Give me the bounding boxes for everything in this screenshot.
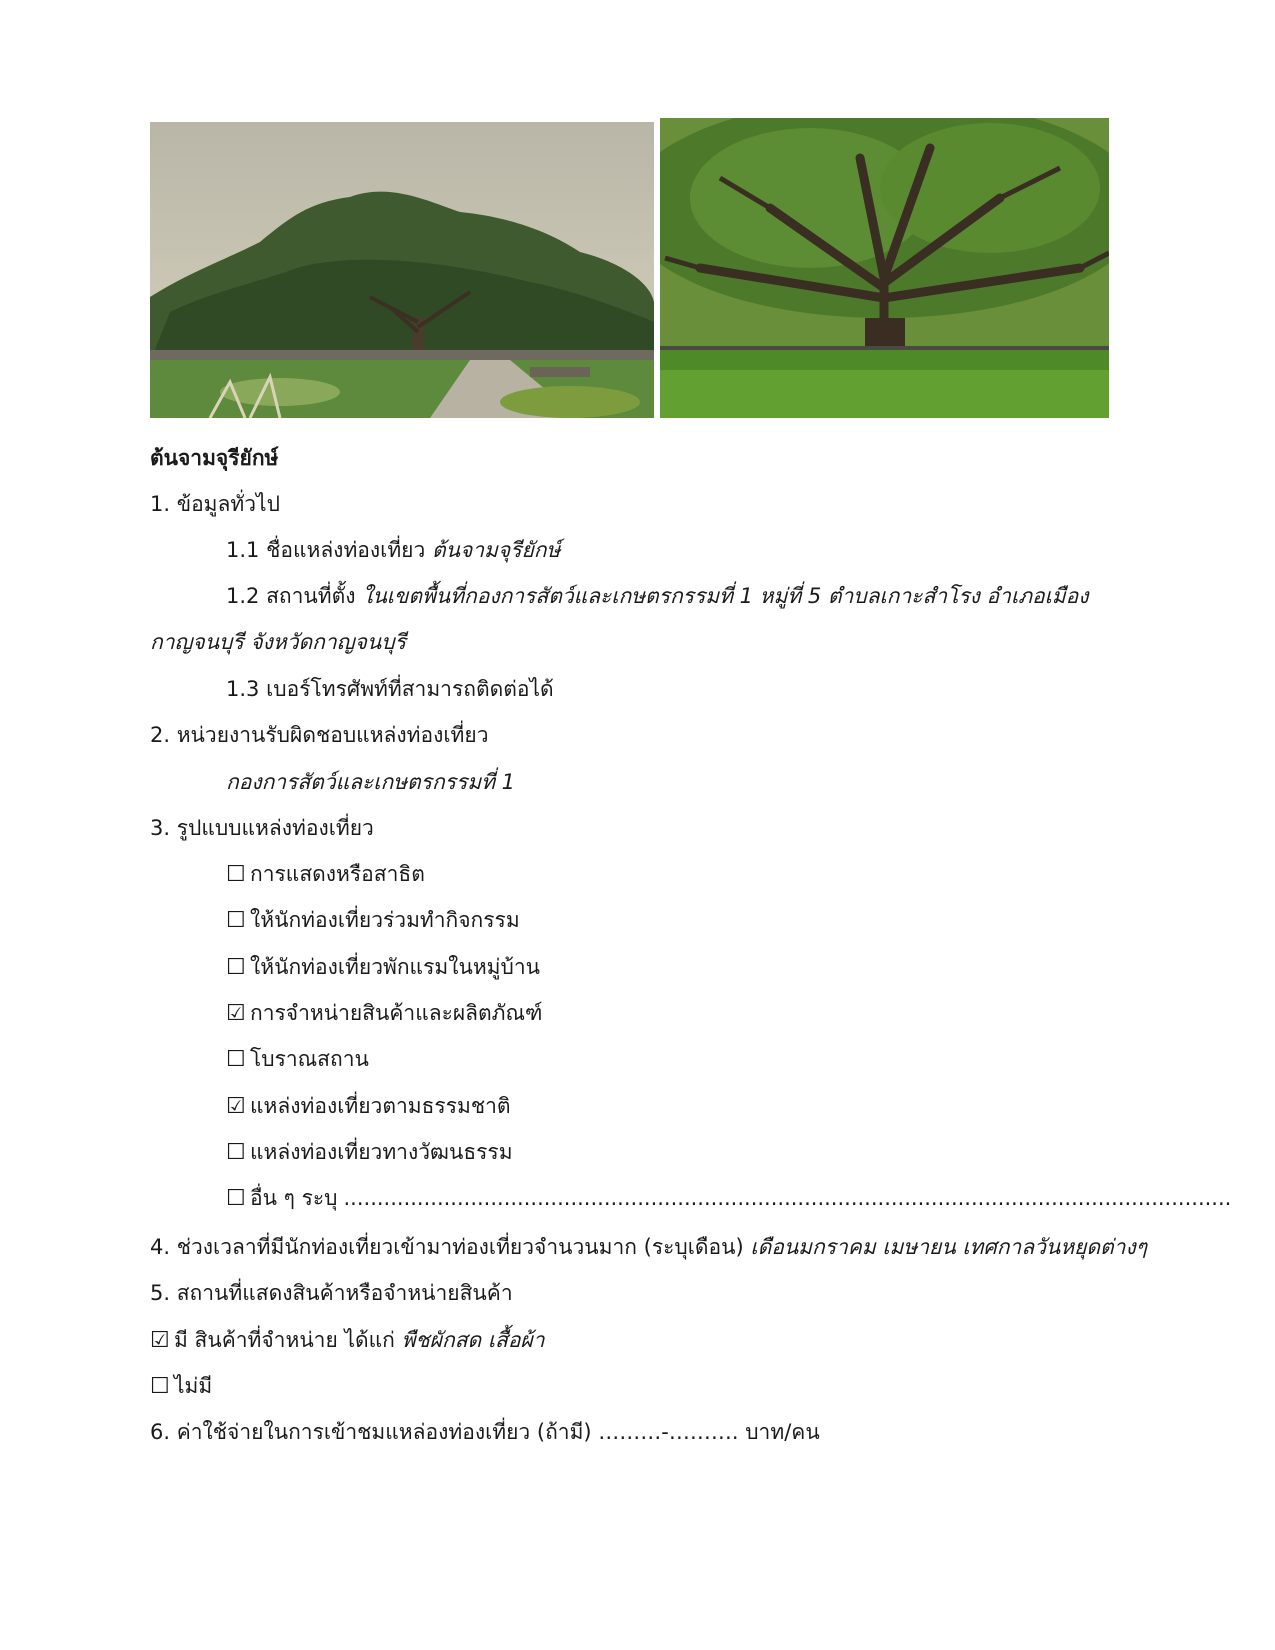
responsible-agency: กองการสัตว์และเกษตรกรรมที่ 1	[226, 770, 515, 794]
checkbox-icon[interactable]: ☐	[226, 955, 246, 980]
section-4-row	[150, 1232, 1147, 1262]
option-label: ให้นักท่องเที่ยวพักแรมในหมู่บ้าน	[250, 955, 540, 979]
location-row	[226, 581, 1088, 611]
option-label: แหล่งท่องเที่ยวทางวัฒนธรรม	[250, 1140, 513, 1164]
location-label: 1.2 สถานที่ตั้ง	[226, 584, 356, 608]
products-no-checkbox[interactable]: ☐	[150, 1374, 170, 1399]
location-value-line2: กาญจนบุรี จังหวัดกาญจนบุรี	[150, 630, 406, 654]
name-label: 1.1 ชื่อแหล่งท่องเที่ยว	[226, 538, 426, 562]
option-label: อื่น ๆ ระบุ	[250, 1186, 338, 1210]
products-no-label: ไม่มี	[174, 1374, 213, 1398]
option-row	[226, 952, 540, 983]
option-label: โบราณสถาน	[250, 1047, 369, 1071]
products-no-row	[150, 1371, 212, 1402]
checked-checkbox-icon[interactable]: ☑	[226, 1094, 246, 1119]
checkbox-icon[interactable]: ☐	[226, 908, 246, 933]
section-3-heading: 3. รูปแบบแหล่งท่องเที่ยว	[150, 816, 374, 840]
checked-checkbox-icon[interactable]: ☑	[226, 1001, 246, 1026]
option-row	[226, 859, 425, 890]
section-5-heading: 5. สถานที่แสดงสินค้าหรือจำหน่ายสินค้า	[150, 1281, 513, 1305]
option-label: การจำหน่ายสินค้าและผลิตภัณฑ์	[250, 1001, 543, 1025]
products-value: พืชผักสด เสื้อผ้า	[401, 1328, 545, 1352]
option-row	[226, 1044, 369, 1075]
option-row	[226, 1137, 513, 1168]
phone-label: 1.3 เบอร์โทรศัพท์ที่สามารถติดต่อได้	[226, 677, 554, 701]
option-row	[226, 1183, 1231, 1214]
products-yes-checkbox[interactable]: ☑	[150, 1328, 170, 1353]
products-yes-label: มี สินค้าที่จำหน่าย ได้แก่	[174, 1328, 395, 1352]
peak-months: เดือนมกราคม เมษายน เทศกาลวันหยุดต่างๆ	[750, 1235, 1147, 1259]
option-label: การแสดงหรือสาธิต	[250, 862, 425, 886]
checkbox-icon[interactable]: ☐	[226, 1186, 246, 1211]
checkbox-icon[interactable]: ☐	[226, 862, 246, 887]
tree-photo-lawn	[660, 118, 1109, 418]
checkbox-icon[interactable]: ☐	[226, 1140, 246, 1165]
tree-photo-park	[150, 122, 654, 418]
location-value-line1: ในเขตพื้นที่กองการสัตว์และเกษตรกรรมที่ 1 หมู่ที่ 5 ตำบลเกาะสำโรง อำเภอเมือง	[362, 584, 1089, 608]
checkbox-icon[interactable]: ☐	[226, 1047, 246, 1072]
option-row	[226, 998, 542, 1029]
option-row	[226, 1091, 511, 1122]
other-fill-line[interactable]: .....................................................................................................................................	[343, 1186, 1232, 1210]
products-yes-row	[150, 1325, 545, 1356]
name-value: ต้นจามจุรียักษ์	[431, 538, 561, 562]
option-row	[226, 905, 520, 936]
option-label: แหล่งท่องเที่ยวตามธรรมชาติ	[250, 1094, 511, 1118]
section-6-fee: 6. ค่าใช้จ่ายในการเข้าชมแหล่องท่องเที่ยว (ถ้ามี) ………-………. บาท/คน	[150, 1420, 820, 1444]
page-title: ต้นจามจุรียักษ์	[150, 446, 279, 470]
section-1-heading: 1. ข้อมูลทั่วไป	[150, 492, 280, 516]
name-row	[226, 535, 560, 565]
section-2-heading: 2. หน่วยงานรับผิดชอบแหล่งท่องเที่ยว	[150, 723, 489, 747]
section-4-heading: 4. ช่วงเวลาที่มีนักท่องเที่ยวเข้ามาท่องเที่ยวจำนวนมาก (ระบุเดือน)	[150, 1235, 744, 1259]
option-label: ให้นักท่องเที่ยวร่วมทำกิจกรรม	[250, 908, 520, 932]
